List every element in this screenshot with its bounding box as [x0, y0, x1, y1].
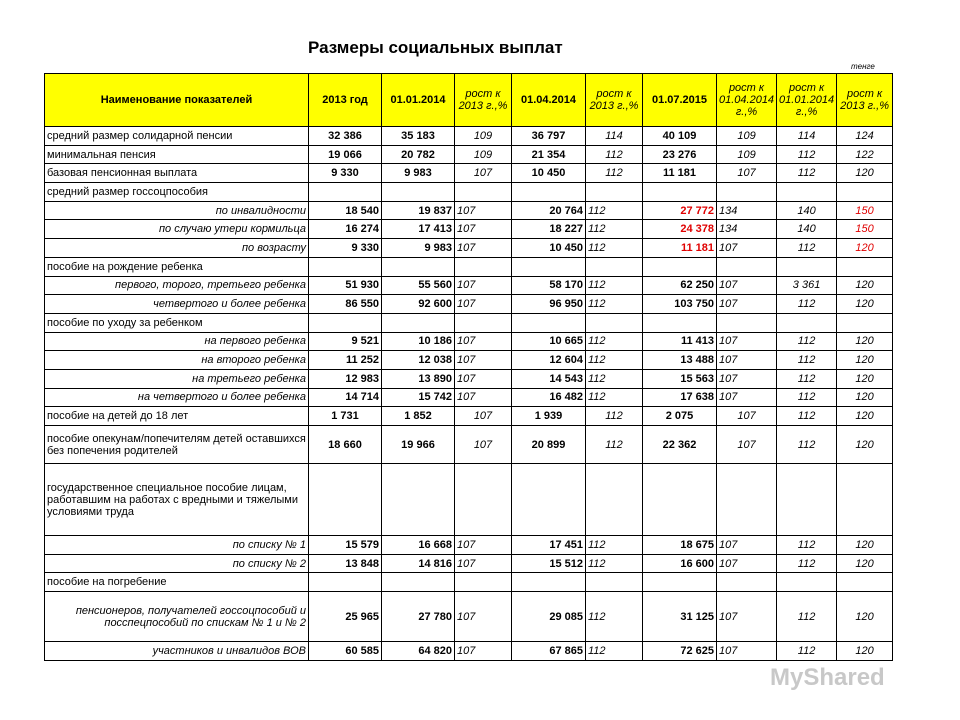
cell-value [309, 257, 382, 276]
row-label: базовая пенсионная выплата [45, 164, 309, 183]
cell-value: 107 [455, 592, 512, 642]
row-label: по инвалидности [45, 201, 309, 220]
row-label: государственное специальное пособие лицам, работавшим на работах с вредными и тяжелыми условиями труда [45, 464, 309, 536]
cell-value: 112 [586, 592, 643, 642]
cell-value: 112 [586, 536, 643, 555]
cell-value: 107 [455, 351, 512, 370]
cell-value: 62 250 [643, 276, 717, 295]
table-row [45, 145, 893, 164]
cell-value: 1 731 [309, 407, 382, 426]
cell-value: 14 714 [309, 388, 382, 407]
cell-value [512, 313, 586, 332]
cell-value: 20 899 [512, 426, 586, 464]
cell-value [643, 313, 717, 332]
cell-value [643, 464, 717, 536]
table-row [45, 426, 893, 464]
cell-value: 9 983 [382, 239, 455, 258]
cell-value: 120 [837, 239, 893, 258]
cell-value: 107 [717, 592, 777, 642]
cell-value: 120 [837, 642, 893, 661]
cell-value: 112 [777, 369, 837, 388]
cell-value: 107 [455, 295, 512, 314]
header-01-07-2015: 01.07.2015 [643, 74, 717, 127]
cell-value [586, 464, 643, 536]
cell-value: 109 [455, 145, 512, 164]
cell-value [643, 257, 717, 276]
cell-value: 134 [717, 220, 777, 239]
table-row [45, 407, 893, 426]
cell-value: 16 482 [512, 388, 586, 407]
row-label: по случаю утери кормильца [45, 220, 309, 239]
cell-value: 11 181 [643, 239, 717, 258]
cell-value [837, 257, 893, 276]
cell-value: 20 782 [382, 145, 455, 164]
cell-value: 107 [717, 332, 777, 351]
header-growth-01-01: рост к 01.01.2014 г.,% [777, 74, 837, 127]
cell-value [837, 183, 893, 202]
cell-value [455, 183, 512, 202]
cell-value: 109 [717, 127, 777, 146]
cell-value: 12 983 [309, 369, 382, 388]
cell-value: 112 [777, 145, 837, 164]
cell-value [717, 313, 777, 332]
row-label: по списку № 1 [45, 536, 309, 555]
table-row [45, 332, 893, 351]
row-label: пособие на погребение [45, 573, 309, 592]
cell-value: 112 [586, 426, 643, 464]
cell-value: 114 [777, 127, 837, 146]
cell-value [643, 573, 717, 592]
cell-value [382, 257, 455, 276]
cell-value: 10 186 [382, 332, 455, 351]
cell-value: 112 [777, 536, 837, 555]
cell-value: 16 668 [382, 536, 455, 555]
cell-value: 15 742 [382, 388, 455, 407]
header-growth-2013: рост к 2013 г.,% [455, 74, 512, 127]
cell-value [455, 313, 512, 332]
table-row [45, 127, 893, 146]
cell-value: 86 550 [309, 295, 382, 314]
cell-value [777, 183, 837, 202]
cell-value: 120 [837, 164, 893, 183]
cell-value [309, 464, 382, 536]
cell-value: 19 837 [382, 201, 455, 220]
cell-value: 107 [455, 554, 512, 573]
cell-value: 112 [586, 145, 643, 164]
table-row [45, 164, 893, 183]
cell-value: 120 [837, 536, 893, 555]
row-label: по списку № 2 [45, 554, 309, 573]
cell-value: 120 [837, 554, 893, 573]
cell-value: 120 [837, 295, 893, 314]
cell-value: 16 274 [309, 220, 382, 239]
table-row [45, 536, 893, 555]
cell-value: 107 [717, 295, 777, 314]
cell-value: 35 183 [382, 127, 455, 146]
cell-value: 18 227 [512, 220, 586, 239]
cell-value: 107 [717, 554, 777, 573]
cell-value: 112 [777, 388, 837, 407]
cell-value: 10 450 [512, 164, 586, 183]
cell-value: 29 085 [512, 592, 586, 642]
cell-value: 112 [586, 407, 643, 426]
cell-value: 112 [777, 295, 837, 314]
cell-value [717, 464, 777, 536]
cell-value: 107 [717, 239, 777, 258]
cell-value [382, 573, 455, 592]
table-row [45, 201, 893, 220]
cell-value [455, 257, 512, 276]
header-01-04-2014: 01.04.2014 [512, 74, 586, 127]
cell-value: 150 [837, 201, 893, 220]
cell-value: 18 660 [309, 426, 382, 464]
cell-value [717, 257, 777, 276]
cell-value [382, 313, 455, 332]
row-label: минимальная пенсия [45, 145, 309, 164]
cell-value: 9 330 [309, 164, 382, 183]
cell-value: 114 [586, 127, 643, 146]
cell-value [512, 257, 586, 276]
table-header-row [45, 74, 893, 127]
cell-value: 107 [455, 239, 512, 258]
cell-value [777, 573, 837, 592]
cell-value: 58 170 [512, 276, 586, 295]
cell-value: 107 [455, 642, 512, 661]
header-01-01-2014: 01.01.2014 [382, 74, 455, 127]
table-row [45, 276, 893, 295]
cell-value: 22 362 [643, 426, 717, 464]
cell-value [586, 257, 643, 276]
cell-value: 112 [777, 239, 837, 258]
cell-value: 107 [455, 426, 512, 464]
table-row [45, 220, 893, 239]
row-label: пенсионеров, получателей госсоцпособий и посспецпособий по спискам № 1 и № 2 [45, 592, 309, 642]
cell-value: 122 [837, 145, 893, 164]
table-row [45, 369, 893, 388]
cell-value: 112 [586, 239, 643, 258]
cell-value: 67 865 [512, 642, 586, 661]
cell-value: 107 [717, 388, 777, 407]
cell-value [837, 313, 893, 332]
unit-label: тенге [851, 62, 875, 71]
cell-value: 107 [717, 351, 777, 370]
cell-value: 11 181 [643, 164, 717, 183]
cell-value: 112 [777, 332, 837, 351]
cell-value: 112 [586, 369, 643, 388]
cell-value: 16 600 [643, 554, 717, 573]
cell-value: 92 600 [382, 295, 455, 314]
cell-value: 109 [455, 127, 512, 146]
cell-value: 12 038 [382, 351, 455, 370]
cell-value: 112 [777, 426, 837, 464]
cell-value: 40 109 [643, 127, 717, 146]
cell-value: 107 [455, 369, 512, 388]
row-label: на четвертого и более ребенка [45, 388, 309, 407]
cell-value: 64 820 [382, 642, 455, 661]
cell-value [717, 183, 777, 202]
table-row [45, 351, 893, 370]
cell-value [777, 257, 837, 276]
cell-value: 112 [777, 351, 837, 370]
cell-value: 112 [777, 642, 837, 661]
cell-value: 107 [717, 276, 777, 295]
cell-value: 9 983 [382, 164, 455, 183]
header-growth-2013-b: рост к 2013 г.,% [586, 74, 643, 127]
cell-value: 107 [455, 407, 512, 426]
cell-value: 12 604 [512, 351, 586, 370]
table-row [45, 388, 893, 407]
cell-value [643, 183, 717, 202]
cell-value: 11 252 [309, 351, 382, 370]
cell-value: 13 890 [382, 369, 455, 388]
cell-value: 24 378 [643, 220, 717, 239]
cell-value [512, 573, 586, 592]
cell-value: 107 [717, 369, 777, 388]
row-label: пособие опекунам/попечителям детей оставшихся без попечения родителей [45, 426, 309, 464]
row-label: на первого ребенка [45, 332, 309, 351]
cell-value [586, 573, 643, 592]
cell-value: 112 [586, 220, 643, 239]
cell-value: 18 675 [643, 536, 717, 555]
cell-value: 20 764 [512, 201, 586, 220]
table-row [45, 464, 893, 536]
table-row [45, 642, 893, 661]
row-label: средний размер госсоцпособия [45, 183, 309, 202]
row-label: четвертого и более ребенка [45, 295, 309, 314]
header-2013: 2013 год [309, 74, 382, 127]
cell-value: 112 [777, 592, 837, 642]
cell-value: 107 [455, 164, 512, 183]
cell-value: 109 [717, 145, 777, 164]
cell-value: 13 848 [309, 554, 382, 573]
cell-value: 112 [586, 388, 643, 407]
cell-value [455, 573, 512, 592]
cell-value: 96 950 [512, 295, 586, 314]
row-label: на третьего ребенка [45, 369, 309, 388]
cell-value: 27 780 [382, 592, 455, 642]
cell-value [837, 464, 893, 536]
table-row [45, 592, 893, 642]
cell-value [512, 464, 586, 536]
cell-value: 19 966 [382, 426, 455, 464]
cell-value [586, 183, 643, 202]
table-row [45, 239, 893, 258]
cell-value: 107 [455, 201, 512, 220]
cell-value: 112 [777, 554, 837, 573]
cell-value: 15 563 [643, 369, 717, 388]
cell-value: 107 [455, 276, 512, 295]
cell-value: 60 585 [309, 642, 382, 661]
cell-value: 107 [455, 332, 512, 351]
cell-value: 112 [586, 164, 643, 183]
cell-value: 17 638 [643, 388, 717, 407]
cell-value: 107 [717, 407, 777, 426]
cell-value: 13 488 [643, 351, 717, 370]
cell-value: 107 [717, 536, 777, 555]
cell-value: 120 [837, 592, 893, 642]
cell-value [382, 464, 455, 536]
cell-value [717, 573, 777, 592]
cell-value: 32 386 [309, 127, 382, 146]
cell-value: 120 [837, 276, 893, 295]
cell-value: 120 [837, 388, 893, 407]
cell-value: 2 075 [643, 407, 717, 426]
cell-value: 3 361 [777, 276, 837, 295]
cell-value: 10 450 [512, 239, 586, 258]
cell-value: 107 [455, 536, 512, 555]
cell-value [309, 573, 382, 592]
cell-value [455, 464, 512, 536]
cell-value: 14 816 [382, 554, 455, 573]
cell-value: 21 354 [512, 145, 586, 164]
table-row [45, 554, 893, 573]
payments-table [44, 73, 893, 661]
cell-value: 112 [586, 295, 643, 314]
cell-value: 15 579 [309, 536, 382, 555]
cell-value: 36 797 [512, 127, 586, 146]
cell-value: 140 [777, 220, 837, 239]
cell-value: 124 [837, 127, 893, 146]
page-title: Размеры социальных выплат [308, 38, 563, 57]
cell-value: 27 772 [643, 201, 717, 220]
cell-value [512, 183, 586, 202]
table-row [45, 183, 893, 202]
cell-value: 112 [777, 407, 837, 426]
cell-value: 51 930 [309, 276, 382, 295]
table-row [45, 573, 893, 592]
cell-value: 120 [837, 407, 893, 426]
cell-value: 23 276 [643, 145, 717, 164]
table-row [45, 313, 893, 332]
cell-value: 120 [837, 426, 893, 464]
cell-value [586, 313, 643, 332]
row-label: участников и инвалидов ВОВ [45, 642, 309, 661]
cell-value: 1 939 [512, 407, 586, 426]
cell-value: 112 [586, 642, 643, 661]
cell-value: 107 [455, 220, 512, 239]
cell-value: 112 [586, 332, 643, 351]
cell-value [777, 313, 837, 332]
cell-value: 17 451 [512, 536, 586, 555]
cell-value [777, 464, 837, 536]
cell-value: 19 066 [309, 145, 382, 164]
cell-value: 55 560 [382, 276, 455, 295]
cell-value: 140 [777, 201, 837, 220]
cell-value: 150 [837, 220, 893, 239]
cell-value: 11 413 [643, 332, 717, 351]
header-growth-01-04: рост к 01.04.2014 г.,% [717, 74, 777, 127]
cell-value: 120 [837, 332, 893, 351]
row-label: первого, торого, третьего ребенка [45, 276, 309, 295]
cell-value: 120 [837, 369, 893, 388]
cell-value: 120 [837, 351, 893, 370]
cell-value: 112 [777, 164, 837, 183]
cell-value: 107 [455, 388, 512, 407]
cell-value: 31 125 [643, 592, 717, 642]
row-label: средний размер солидарной пенсии [45, 127, 309, 146]
cell-value: 9 521 [309, 332, 382, 351]
cell-value: 107 [717, 426, 777, 464]
cell-value: 112 [586, 554, 643, 573]
cell-value [382, 183, 455, 202]
cell-value: 9 330 [309, 239, 382, 258]
cell-value: 25 965 [309, 592, 382, 642]
row-label: пособие на детей до 18 лет [45, 407, 309, 426]
cell-value: 10 665 [512, 332, 586, 351]
cell-value: 14 543 [512, 369, 586, 388]
cell-value: 134 [717, 201, 777, 220]
table-row [45, 257, 893, 276]
cell-value: 1 852 [382, 407, 455, 426]
header-indicator: Наименование показателей [45, 74, 309, 127]
cell-value [837, 573, 893, 592]
row-label: пособие на рождение ребенка [45, 257, 309, 276]
table-row [45, 295, 893, 314]
cell-value: 103 750 [643, 295, 717, 314]
watermark-logo: MyShared [770, 664, 885, 691]
cell-value: 17 413 [382, 220, 455, 239]
cell-value [309, 313, 382, 332]
row-label: по возрасту [45, 239, 309, 258]
cell-value: 112 [586, 351, 643, 370]
row-label: пособие по уходу за ребенком [45, 313, 309, 332]
cell-value: 107 [717, 164, 777, 183]
row-label: на второго ребенка [45, 351, 309, 370]
cell-value: 15 512 [512, 554, 586, 573]
header-growth-2013-c: рост к 2013 г.,% [837, 74, 893, 127]
cell-value: 112 [586, 201, 643, 220]
cell-value: 107 [717, 642, 777, 661]
cell-value [309, 183, 382, 202]
cell-value: 112 [586, 276, 643, 295]
cell-value: 18 540 [309, 201, 382, 220]
cell-value: 72 625 [643, 642, 717, 661]
